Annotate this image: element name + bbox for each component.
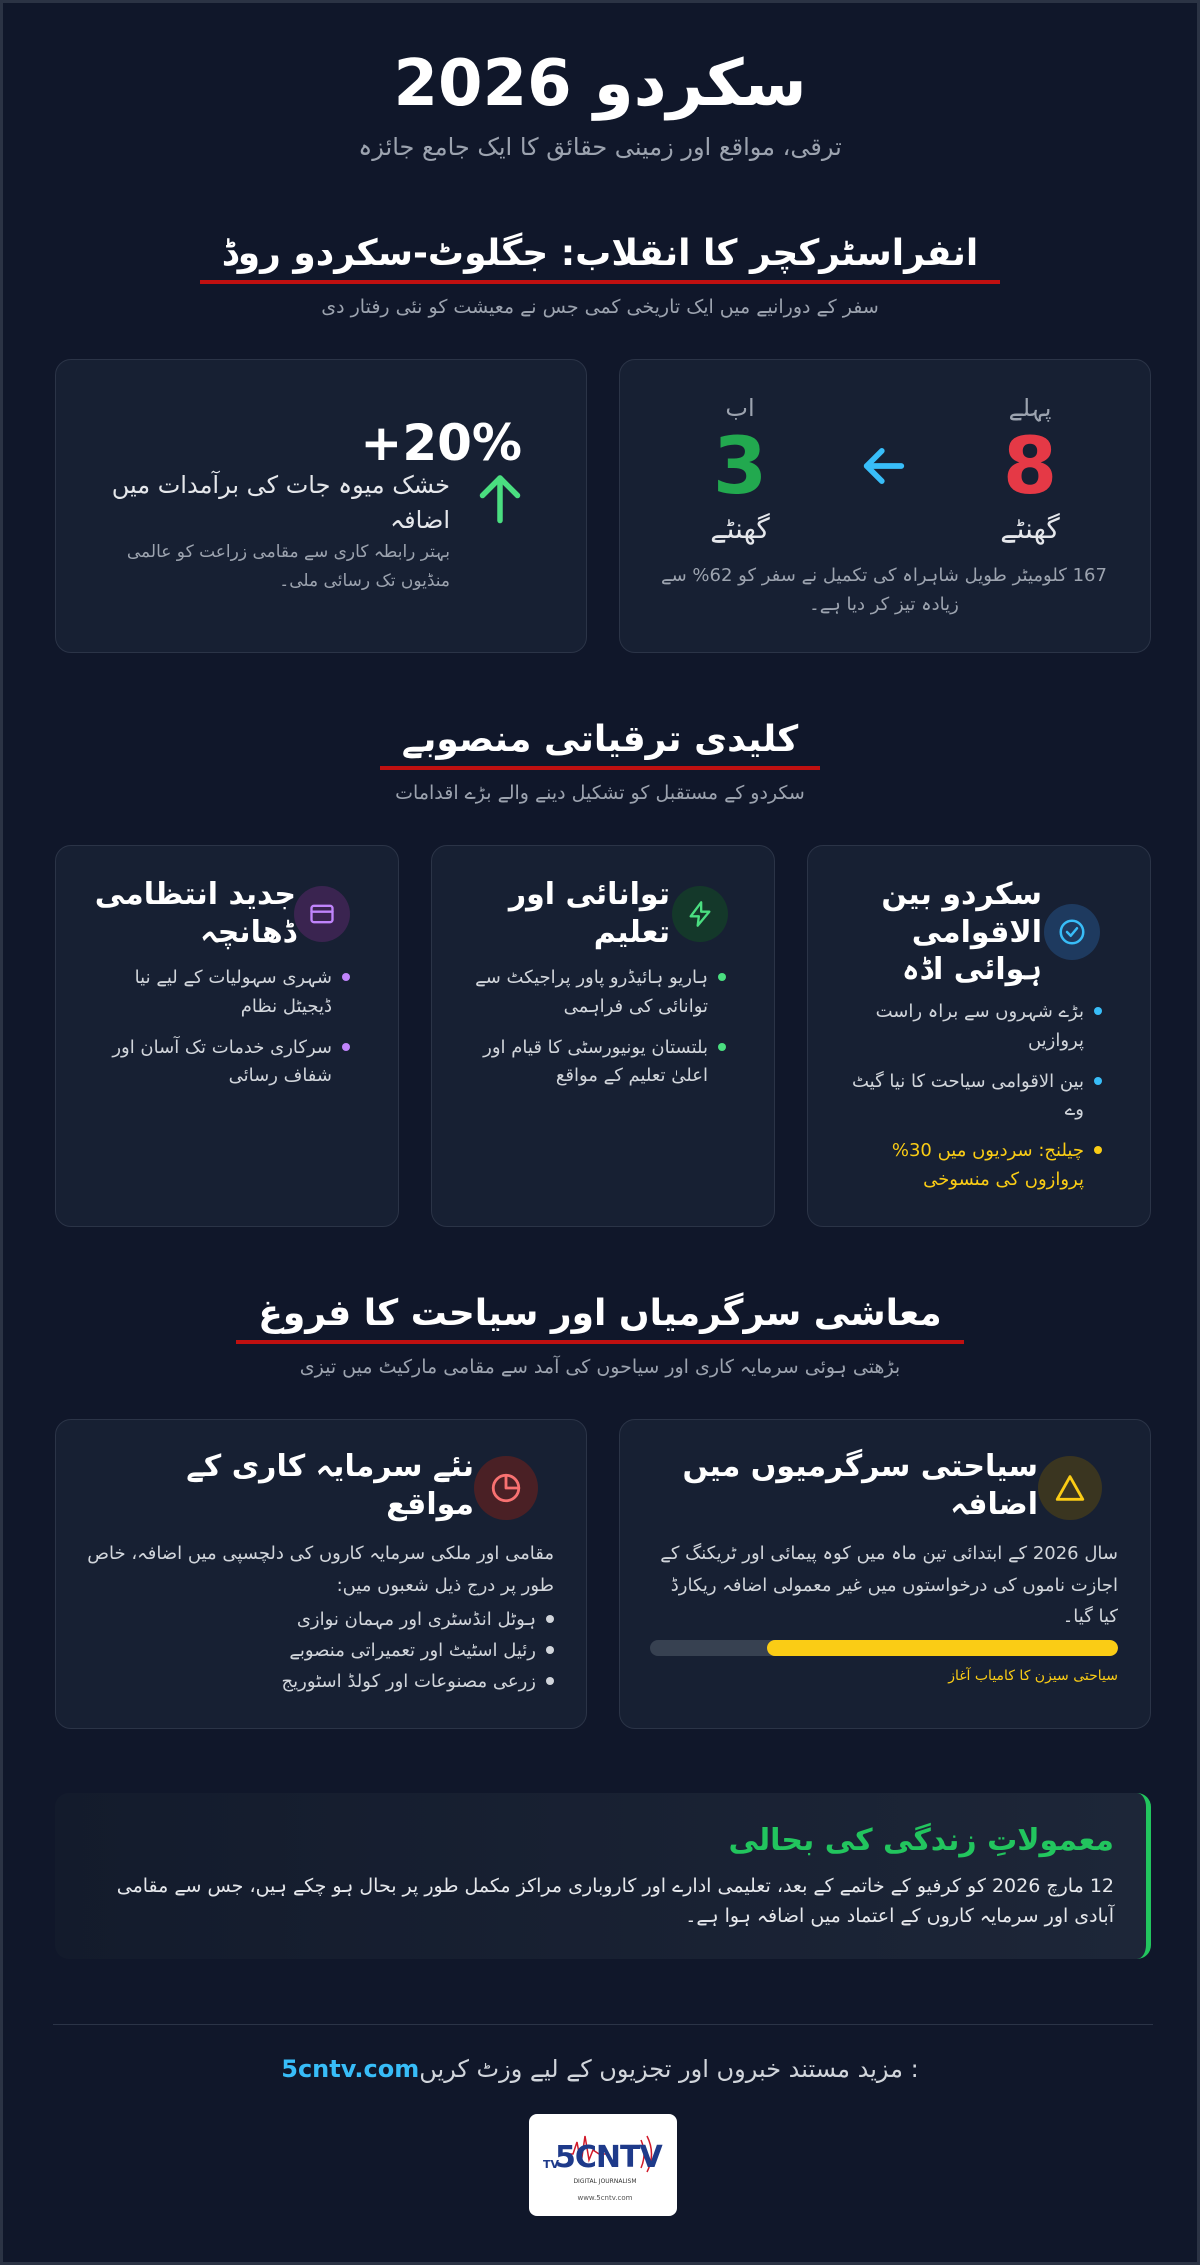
tourism-title: سیاحتی سرگرمیوں میں اضافہ <box>682 1449 1038 1522</box>
tourism-progress-bar <box>650 1640 1118 1656</box>
after-block <box>670 394 810 545</box>
before-value: 8 <box>1002 422 1058 512</box>
logo-tagline: DIGITAL JOURNALISM <box>573 2178 637 2185</box>
challenge-item: چیلنج: سردیوں میں 30% پروازوں کی منسوخی <box>842 1137 1102 1195</box>
after-unit: گھنٹے <box>710 512 770 545</box>
infra-subheading: سفر کے دورانیے میں ایک تاریخی کمی جس نے معیشت کو نئی رفتار دی <box>321 296 879 318</box>
logo-url: www.5cntv.com <box>577 2194 633 2202</box>
before-label: پہلے <box>1008 394 1052 422</box>
projects-subheading: سکردو کے مستقبل کو تشکیل دینے والے بڑے اقدامات <box>395 782 805 804</box>
page-subtitle: ترقی، مواقع اور زمینی حقائق کا ایک جامع جائزہ <box>358 133 842 161</box>
after-label: اب <box>725 394 755 422</box>
project-list-admin <box>90 964 350 1103</box>
before-block <box>960 394 1100 545</box>
after-value: 3 <box>712 422 768 512</box>
export-stat: +20% <box>360 414 522 472</box>
project-card-airport <box>807 845 1151 1227</box>
list-item: شہری سہولیات کے لیے نیا ڈیجیٹل نظام <box>90 964 350 1022</box>
arrow-left-icon <box>858 440 910 496</box>
pie-chart-icon <box>474 1456 538 1520</box>
infra-heading: انفراسٹرکچر کا انقلاب: جگلوٹ-سکردو روڈ <box>200 233 1001 284</box>
footer-text <box>3 2055 1197 2083</box>
triangle-icon <box>1038 1456 1102 1520</box>
list-item: زرعی مصنوعات اور کولڈ اسٹوریج <box>86 1668 554 1697</box>
economy-heading: معاشی سرگرمیاں اور سیاحت کا فروغ <box>236 1293 963 1344</box>
lightning-icon <box>672 886 728 942</box>
export-card <box>55 359 587 653</box>
page-title: سکردو 2026 <box>393 47 807 121</box>
investment-card <box>55 1419 587 1729</box>
project-card-admin <box>55 845 399 1227</box>
investment-title: نئے سرمایہ کاری کے مواقع <box>186 1449 474 1522</box>
export-note: بہتر رابطہ کاری سے مقامی زراعت کو عالمی منڈیوں تک رسائی ملی۔ <box>126 542 450 591</box>
callout-title: معمولاتِ زندگی کی بحالی <box>728 1823 1114 1858</box>
investment-list <box>86 1606 554 1698</box>
economy-section-header <box>3 1293 1197 1378</box>
footer-message: : مزید مستند خبروں اور تجزیوں کے لیے وزٹ کریں <box>419 2055 919 2083</box>
arrow-up-icon <box>470 468 530 532</box>
economy-subheading: بڑھتی ہوئی سرمایہ کاری اور سیاحوں کی آمد سے مقامی مارکیٹ میں تیزی <box>299 1356 901 1378</box>
footer-divider <box>53 2024 1153 2025</box>
project-title-airport: سکردو بین الاقوامی ہوائی اڈہ <box>881 877 1042 987</box>
list-item: سرکاری خدمات تک آسان اور شفاف رسائی <box>90 1034 350 1092</box>
project-title-admin: جدید انتظامی ڈھانچہ <box>94 877 296 950</box>
list-item: بلتستان یونیورسٹی کا قیام اور اعلیٰ تعلیم کے مواقع <box>466 1034 726 1092</box>
travel-time-card <box>619 359 1151 653</box>
projects-heading: کلیدی ترقیاتی منصوبے <box>380 719 820 770</box>
tourism-progress-fill <box>767 1640 1118 1656</box>
5cntv-logo <box>529 2114 677 2216</box>
project-card-energy <box>431 845 775 1227</box>
infra-section-header <box>3 233 1197 318</box>
list-item: بڑے شہروں سے براہ راست پروازیں <box>842 998 1102 1056</box>
list-item: رئیل اسٹیٹ اور تعمیراتی منصوبے <box>86 1637 554 1666</box>
project-list-airport <box>842 998 1102 1207</box>
id-card-icon <box>294 886 350 942</box>
list-item: ہاریو ہائیڈرو پاور پراجیکٹ سے توانائی کی فراہمی <box>466 964 726 1022</box>
tourism-card <box>619 1419 1151 1729</box>
export-label: خشک میوہ جات کی برآمدات میں اضافہ <box>111 471 450 534</box>
project-title-energy: توانائی اور تعلیم <box>508 877 670 950</box>
check-badge-icon <box>1044 904 1100 960</box>
project-list-energy <box>466 964 726 1103</box>
logo-main-text: 5CNTV <box>555 2140 662 2175</box>
callout-text: 12 مارچ 2026 کو کرفیو کے خاتمے کے بعد، تعلیمی ادارے اور کاروباری مراکز مکمل طور پر بحال ہو چکے ہیں، جس سے مقامی آبادی اور سرمایہ کاروں کے اعتماد میں اضافہ ہوا ہے۔ <box>116 1875 1114 1928</box>
footer-site-link[interactable]: 5cntv.com <box>281 2055 420 2083</box>
logo-tv-text: TV <box>543 2158 560 2171</box>
tourism-progress-label: سیاحتی سیزن کا کامیاب آغاز <box>948 1668 1118 1684</box>
normalcy-callout <box>55 1793 1151 1959</box>
tourism-text: سال 2026 کے ابتدائی تین ماہ میں کوہ پیمائی اور ٹریکنگ کے اجازت ناموں کی درخواستوں میں غیر معمولی اضافہ ریکارڈ کیا گیا۔ <box>660 1543 1118 1627</box>
before-unit: گھنٹے <box>1000 512 1060 545</box>
list-item: بین الاقوامی سیاحت کا نیا گیٹ وے <box>842 1068 1102 1126</box>
list-item: ہوٹل انڈسٹری اور مہمان نوازی <box>86 1606 554 1635</box>
travel-note: 167 کلومیٹر طویل شاہراہ کی تکمیل نے سفر کو 62% سے زیادہ تیز کر دیا ہے۔ <box>661 565 1107 615</box>
investment-text: مقامی اور ملکی سرمایہ کاروں کی دلچسپی میں اضافہ، خاص طور پر درج ذیل شعبوں میں: <box>87 1543 554 1596</box>
projects-section-header <box>3 719 1197 804</box>
